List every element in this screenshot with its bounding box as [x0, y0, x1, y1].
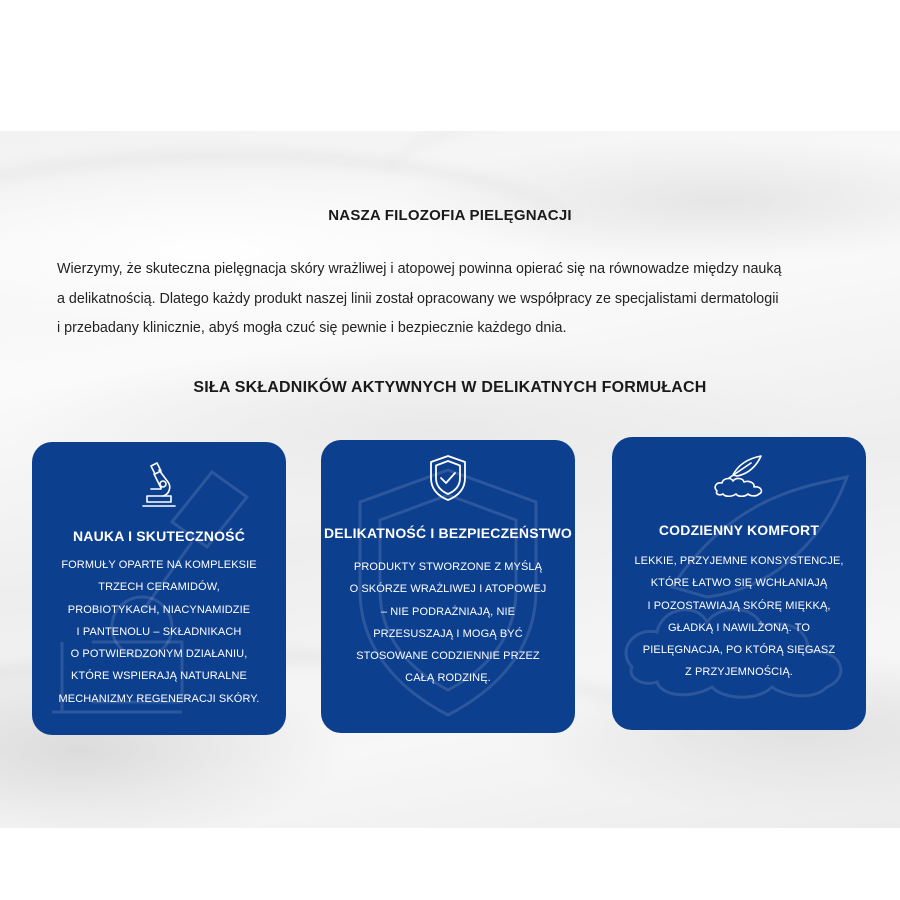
feather-cloud-icon: [711, 453, 767, 499]
card-text-line: FORMUŁY OPARTE NA KOMPLEKSIE: [61, 559, 257, 571]
microscope-icon: [137, 460, 181, 510]
feature-card-safety: [321, 440, 575, 733]
feature-card-comfort: [612, 437, 866, 730]
card-text-line: O SKÓRZE WRAŻLIWEJ I ATOPOWEJ: [349, 583, 547, 596]
intro-line: i przebadany klinicznie, abyś mogła czuć się pewnie i bezpiecznie każdego dnia.: [57, 320, 567, 336]
card-title: NAUKA I SKUTECZNOŚĆ: [72, 528, 246, 544]
section-heading: NASZA FILOZOFIA PIELĘGNACJI: [328, 207, 572, 224]
card-text-line: Z PRZYJEMNOŚCIĄ.: [685, 666, 793, 679]
card-text-line: KTÓRE ŁATWO SIĘ WCHŁANIAJĄ: [650, 577, 828, 590]
card-text-line: PROBIOTYKACH, NIACYNAMIDZIE: [67, 603, 251, 616]
card-text-line: CAŁĄ RODZINĘ.: [405, 672, 491, 685]
card-text-line: GŁADKĄ I NAWILŻONĄ. TO: [668, 621, 810, 634]
card-text-line: I PANTENOLU – SKŁADNIKACH: [76, 625, 242, 638]
card-text-line: PRZESUSZAJĄ I MOGĄ BYĆ: [373, 627, 523, 640]
card-text-line: PIELĘGNACJA, PO KTÓRĄ SIĘGASZ: [642, 644, 836, 657]
card-text: [622, 550, 856, 684]
card-text-line: STOSOWANE CODZIENNIE PRZEZ: [356, 650, 540, 663]
card-text: [331, 556, 565, 690]
intro-line: a delikatnością. Dlatego każdy produkt naszej linii został opracowany we współpracy ze specjalistami dermatologii: [57, 290, 779, 307]
card-text-line: TRZECH CERAMIDÓW,: [98, 581, 220, 594]
content-section: [0, 131, 900, 828]
card-title: DELIKATNOŚĆ I BEZPIECZEŃSTWO: [323, 525, 572, 541]
shield-check-icon: [428, 454, 468, 502]
card-text-line: – NIE PODRAŻNIAJĄ, NIE: [380, 605, 516, 618]
intro-line: Wierzymy, że skuteczna pielęgnacja skóry wrażliwej i atopowej powinna opierać się na równowadze między nauką: [57, 261, 782, 277]
card-text: [42, 554, 276, 710]
section-subheading: SIŁA SKŁADNIKÓW AKTYWNYCH W DELIKATNYCH FORMUŁACH: [193, 379, 707, 396]
card-title: CODZIENNY KOMFORT: [658, 522, 820, 538]
card-text-line: O POTWIERDZONYM DZIAŁANIU,: [70, 648, 248, 661]
card-text-line: PRODUKTY STWORZONE Z MYŚLĄ: [353, 561, 543, 573]
card-text-line: MECHANIZMY REGENERACJI SKÓRY.: [58, 692, 260, 705]
card-text-line: I POZOSTAWIAJĄ SKÓRĘ MIĘKKĄ,: [647, 599, 831, 612]
intro-paragraph: [57, 255, 857, 344]
feature-card-science: [32, 442, 286, 735]
card-text-line: KTÓRE WSPIERAJĄ NATURALNE: [71, 670, 247, 683]
card-text-line: LEKKIE, PRZYJEMNE KONSYSTENCJE,: [634, 555, 844, 567]
